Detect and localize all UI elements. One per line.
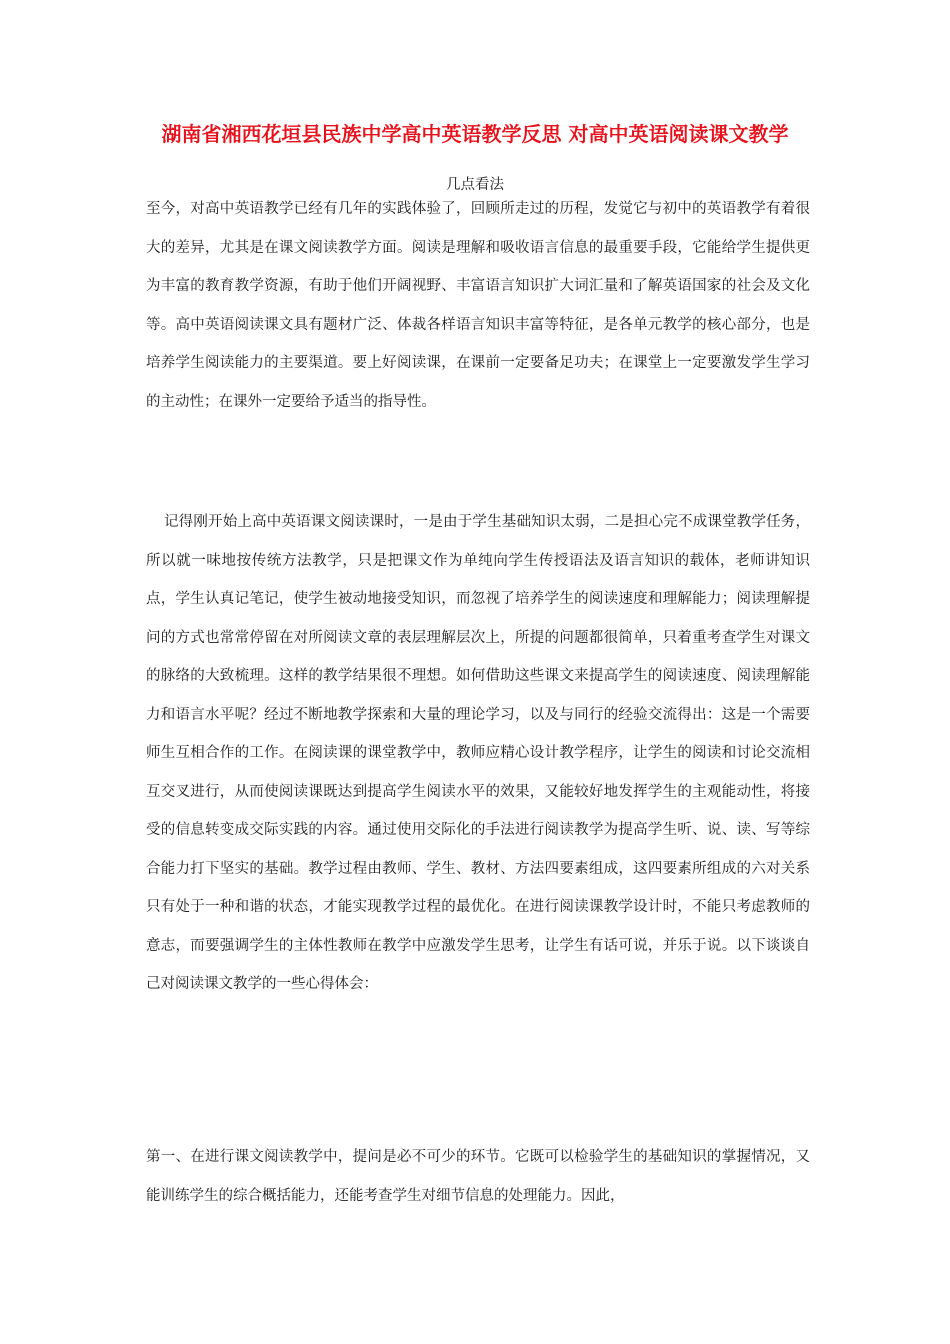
body-paragraph-3: 第一、在进行课文阅读教学中，提问是必不可少的环节。它既可以检验学生的基础知识的掌握情况，又能训练学生的综合概括能力，还能考查学生对细节信息的处理能力。因此， bbox=[146, 1149, 810, 1204]
body-paragraph-2: 记得刚开始上高中英语课文阅读课时，一是由于学生基础知识太弱，二是担心完不成课堂教学任务，所以就一味地按传统方法教学，只是把课文作为单纯向学生传授语法及语言知识的载体，老师讲知识点，学生认真记笔记，使学生被动地接受知识，而忽视了培养学生的阅读速度和理解能力；阅读理解提问的方式也常常停留在对所阅读文章的表层理解层次上，所提的问题都很简单，只着重考查学生对课文的脉络的大致梳理。这样的教学结果很不理想。如何借助这些课文来提高学生的阅读速度、阅读理解能力和语言水平呢？经过不断地教学探索和大量的理论学习，以及与同行的经验交流得出：这是一个需要师生互相合作的工作。在阅读课的课堂教学中，教师应精心设计教学程序，让学生的阅读和讨论交流相互交叉进行，从而使阅读课既达到提高学生阅读水平的效果，又能较好地发挥学生的主观能动性，将接受的信息转变成交际实践的内容。通过使用交际化的手法进行阅读教学为提高学生听、说、读、写等综合能力打下坚实的基础。教学过程由教师、学生、教材、方法四要素组成，这四要素所组成的六对关系只有处于一种和谐的状态，才能实现教学过程的最优化。在进行阅读课教学设计时，不能只考虑教师的意志，而要强调学生的主体性教师在教学中应激发学生思考，让学生有话可说，并乐于说。以下谈谈自己对阅读课文教学的一些心得体会： bbox=[146, 514, 810, 992]
document-title: 湖南省湘西花垣县民族中学高中英语教学反思 对高中英语阅读课文教学 bbox=[161, 122, 789, 146]
body-paragraph-1: 至今，对高中英语教学已经有几年的实践体验了，回顾所走过的历程，发觉它与初中的英语教学有着很大的差异，尤其是在课文阅读教学方面。阅读是理解和吸收语言信息的最重要手段，它能给学生提供更为丰富的教育教学资源，有助于他们开阔视野、丰富语言知识扩大词汇量和了解英语国家的社会及文化等。高中英语阅读课文具有题材广泛、体裁各样语言知识丰富等特征，是各单元教学的核心部分，也是培养学生阅读能力的主要渠道。要上好阅读课，在课前一定要备足功夫；在课堂上一定要激发学生学习的主动性；在课外一定要给予适当的指导性。 bbox=[146, 201, 810, 410]
document-subtitle: 几点看法 bbox=[446, 177, 504, 193]
